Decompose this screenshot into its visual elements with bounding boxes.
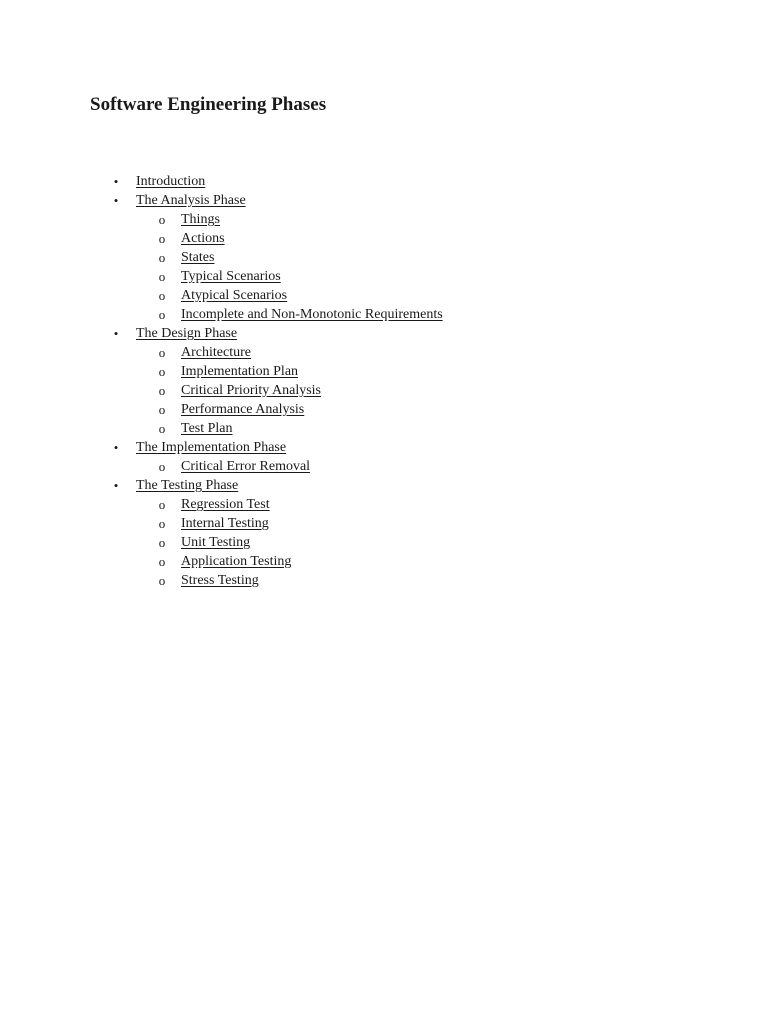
table-of-contents xyxy=(0,172,768,590)
toc-item-design-phase xyxy=(0,324,768,343)
toc-subitem xyxy=(0,305,768,324)
toc-subitem xyxy=(0,286,768,305)
toc-item-analysis-phase xyxy=(0,191,768,210)
sub-bullet-marker: o xyxy=(158,383,166,398)
toc-subitem xyxy=(0,419,768,438)
toc-subitem xyxy=(0,381,768,400)
sub-bullet-marker: o xyxy=(158,421,166,436)
toc-subitem xyxy=(0,571,768,590)
bullet-marker: • xyxy=(113,326,119,341)
link-performance-analysis[interactable]: Performance Analysis xyxy=(181,402,305,417)
link-incomplete-requirements[interactable]: Incomplete and Non-Monotonic Requirements xyxy=(181,307,443,322)
sub-bullet-marker: o xyxy=(158,212,166,227)
link-implementation-phase[interactable]: The Implementation Phase xyxy=(136,440,287,455)
bullet-marker: • xyxy=(113,193,119,208)
link-critical-error-removal[interactable]: Critical Error Removal xyxy=(181,459,311,474)
sub-bullet-marker: o xyxy=(158,554,166,569)
link-actions[interactable]: Actions xyxy=(181,231,225,246)
link-implementation-plan[interactable]: Implementation Plan xyxy=(181,364,299,379)
link-critical-priority-analysis[interactable]: Critical Priority Analysis xyxy=(181,383,321,398)
toc-item-introduction xyxy=(0,172,768,191)
link-architecture[interactable]: Architecture xyxy=(181,345,251,360)
bullet-marker: • xyxy=(113,440,119,455)
toc-item-implementation-phase xyxy=(0,438,768,457)
link-design-phase[interactable]: The Design Phase xyxy=(136,326,238,341)
link-internal-testing[interactable]: Internal Testing xyxy=(181,516,269,531)
sub-bullet-marker: o xyxy=(158,250,166,265)
toc-subitem xyxy=(0,343,768,362)
sub-bullet-marker: o xyxy=(158,497,166,512)
toc-subitem xyxy=(0,400,768,419)
toc-subitem xyxy=(0,229,768,248)
link-testing-phase[interactable]: The Testing Phase xyxy=(136,478,239,493)
link-things[interactable]: Things xyxy=(181,212,220,227)
toc-subitem xyxy=(0,514,768,533)
sub-bullet-marker: o xyxy=(158,459,166,474)
toc-subitem xyxy=(0,210,768,229)
toc-subitem xyxy=(0,362,768,381)
link-stress-testing[interactable]: Stress Testing xyxy=(181,573,259,588)
sub-bullet-marker: o xyxy=(158,307,166,322)
sub-bullet-marker: o xyxy=(158,345,166,360)
link-test-plan[interactable]: Test Plan xyxy=(181,421,233,436)
link-application-testing[interactable]: Application Testing xyxy=(181,554,292,569)
sub-bullet-marker: o xyxy=(158,288,166,303)
sub-bullet-marker: o xyxy=(158,516,166,531)
page-title: Software Engineering Phases xyxy=(90,94,327,115)
bullet-marker: • xyxy=(113,174,119,189)
sub-bullet-marker: o xyxy=(158,269,166,284)
link-states[interactable]: States xyxy=(181,250,215,265)
bullet-marker: • xyxy=(113,478,119,493)
sub-bullet-marker: o xyxy=(158,364,166,379)
toc-subitem xyxy=(0,267,768,286)
link-typical-scenarios[interactable]: Typical Scenarios xyxy=(181,269,281,284)
sub-bullet-marker: o xyxy=(158,573,166,588)
sub-bullet-marker: o xyxy=(158,402,166,417)
sub-bullet-marker: o xyxy=(158,231,166,246)
link-introduction[interactable]: Introduction xyxy=(136,174,206,189)
link-regression-test[interactable]: Regression Test xyxy=(181,497,270,512)
link-unit-testing[interactable]: Unit Testing xyxy=(181,535,251,550)
link-analysis-phase[interactable]: The Analysis Phase xyxy=(136,193,246,208)
toc-subitem xyxy=(0,552,768,571)
toc-item-testing-phase xyxy=(0,476,768,495)
sub-bullet-marker: o xyxy=(158,535,166,550)
toc-subitem xyxy=(0,495,768,514)
toc-subitem xyxy=(0,533,768,552)
toc-subitem xyxy=(0,248,768,267)
toc-subitem xyxy=(0,457,768,476)
link-atypical-scenarios[interactable]: Atypical Scenarios xyxy=(181,288,288,303)
